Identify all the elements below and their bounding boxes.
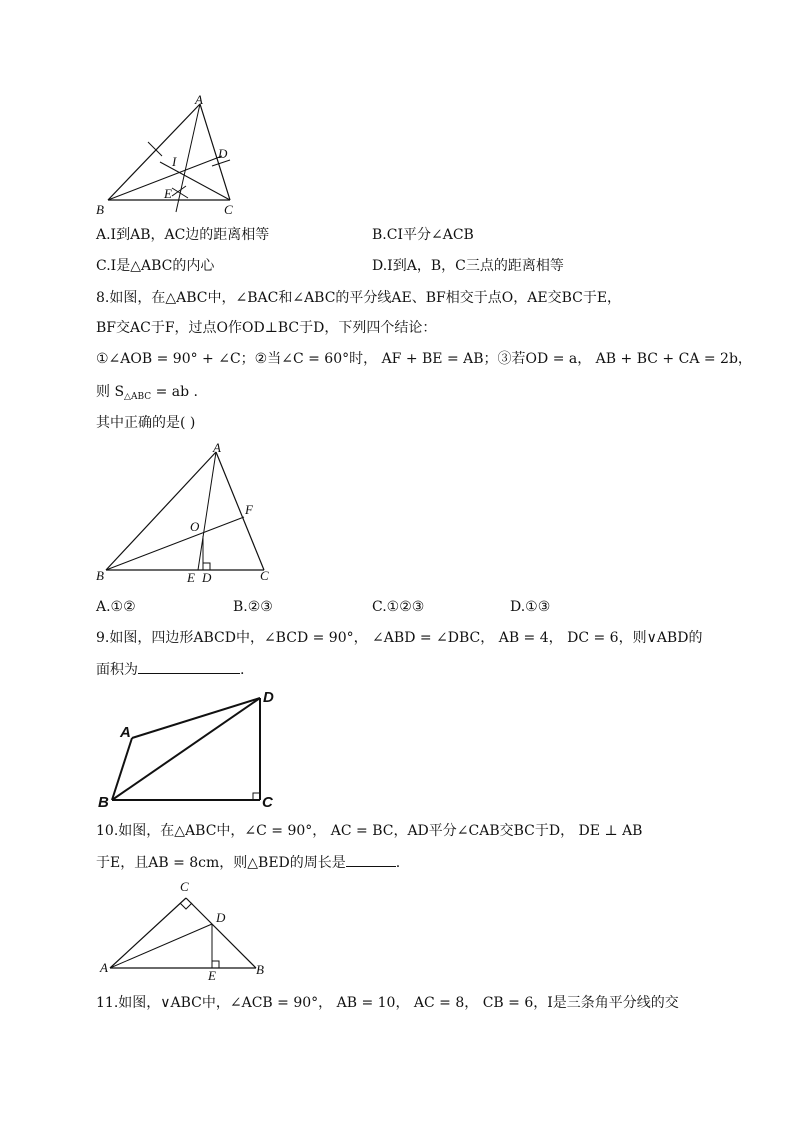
segment-ac (216, 452, 264, 570)
label-a: A (120, 724, 131, 741)
q7-option-d: D.I到A，B，C三点的距离相等 (372, 258, 564, 274)
segment-bd (112, 698, 260, 800)
right-angle-mark (203, 563, 210, 570)
q7-option-a: A.I到AB，AC边的距离相等 (96, 227, 270, 243)
q8-line-2: BF交AC于F，过点O作OD⊥BC于D，下列四个结论： (96, 320, 437, 336)
label-a: A (213, 440, 221, 455)
q8-option-c: C.①②③ (372, 599, 425, 615)
arc-mark-ab (148, 142, 162, 156)
triangle-abc-bisectors-diagram (92, 440, 292, 590)
figure-q7 (90, 92, 250, 222)
q8-line-4 (96, 382, 198, 407)
q10-answer-blank[interactable] (346, 852, 396, 867)
label-d: D (216, 910, 226, 925)
q8-line-4-subscript: △ABC (124, 392, 152, 402)
q10-prompt: 于E，且AB = 8cm，则△BED的周长是 (96, 855, 346, 871)
figure-q9 (94, 686, 294, 811)
label-b: B (98, 794, 109, 811)
right-angle-mark-e (212, 961, 219, 968)
q8-option-d: D.①③ (510, 599, 551, 615)
q9-line-2 (96, 659, 244, 680)
label-c: C (262, 794, 273, 811)
q8-line-1: 8.如图，在△ABC中，∠BAC和∠ABC的平分线AE、BF相交于点O，AE交BC于E， (96, 290, 622, 306)
q8-line-4-suffix: = ab . (151, 384, 198, 400)
label-i: I (172, 154, 177, 169)
label-b: B (96, 202, 104, 217)
q10-period: . (395, 855, 401, 871)
q9-line-1: 9.如图，四边形ABCD中，∠BCD = 90°， ∠ABD = ∠DBC， AB = 4， DC = 6，则∨ABD的 (96, 630, 703, 646)
q10-line-1: 10.如图，在△ABC中，∠C = 90°， AC = BC，AD平分∠CAB交BC于D， DE ⊥ AB (96, 823, 643, 839)
right-angle-mark (253, 793, 260, 800)
label-e: E (208, 968, 216, 983)
label-f: F (245, 502, 253, 517)
q9-prompt: 面积为 (96, 662, 138, 678)
right-angle-mark-c (180, 903, 192, 909)
label-c: C (180, 879, 189, 894)
label-d: D (218, 146, 228, 161)
segment-ac (110, 898, 186, 968)
arc-mark-e2 (172, 186, 186, 196)
label-e: E (164, 186, 172, 201)
segment-cb (186, 898, 256, 968)
q10-line-2 (96, 852, 400, 873)
segment-ad (132, 698, 260, 738)
segment-ab (108, 104, 200, 200)
label-b: B (96, 568, 104, 583)
label-b: B (256, 962, 264, 977)
arc-mark-e1 (172, 188, 188, 198)
quadrilateral-abcd-diagram (94, 686, 294, 811)
label-a: A (100, 960, 108, 975)
figure-q10 (96, 878, 276, 983)
q11-line-1: 11.如图，∨ABC中，∠ACB = 90°， AB = 10， AC = 8， CB = 6，I是三条角平分线的交 (96, 995, 679, 1011)
triangle-abc-diagram (90, 92, 250, 222)
q8-option-b: B.②③ (233, 599, 273, 615)
label-c: C (224, 202, 233, 217)
label-d: D (263, 689, 274, 706)
q8-line-3: ①∠AOB = 90° + ∠C；②当∠C = 60°时， AF + BE = AB；③若OD = a， AB + BC + CA = 2b， (96, 351, 752, 367)
segment-bf (106, 517, 244, 570)
label-c: C (260, 568, 269, 583)
q8-line-4-prefix: 则 S (96, 384, 125, 400)
segment-ad (110, 924, 212, 968)
label-d: D (202, 570, 212, 585)
q7-option-b: B.CI平分∠ACB (372, 227, 474, 243)
segment-ab (106, 452, 216, 570)
right-triangle-abc-diagram (96, 878, 276, 983)
segment-ae (198, 452, 216, 570)
q9-answer-blank[interactable] (138, 659, 240, 674)
q8-option-a: A.①② (96, 599, 136, 615)
q8-line-5: 其中正确的是( ) (96, 415, 196, 431)
q7-option-c: C.I是△ABC的内心 (96, 258, 215, 274)
segment-ab (112, 738, 132, 800)
figure-q8 (92, 440, 292, 590)
label-o: O (190, 519, 200, 534)
segment-ai (176, 104, 200, 212)
label-e: E (187, 570, 195, 585)
q9-period: . (240, 662, 245, 678)
label-a: A (195, 92, 203, 107)
